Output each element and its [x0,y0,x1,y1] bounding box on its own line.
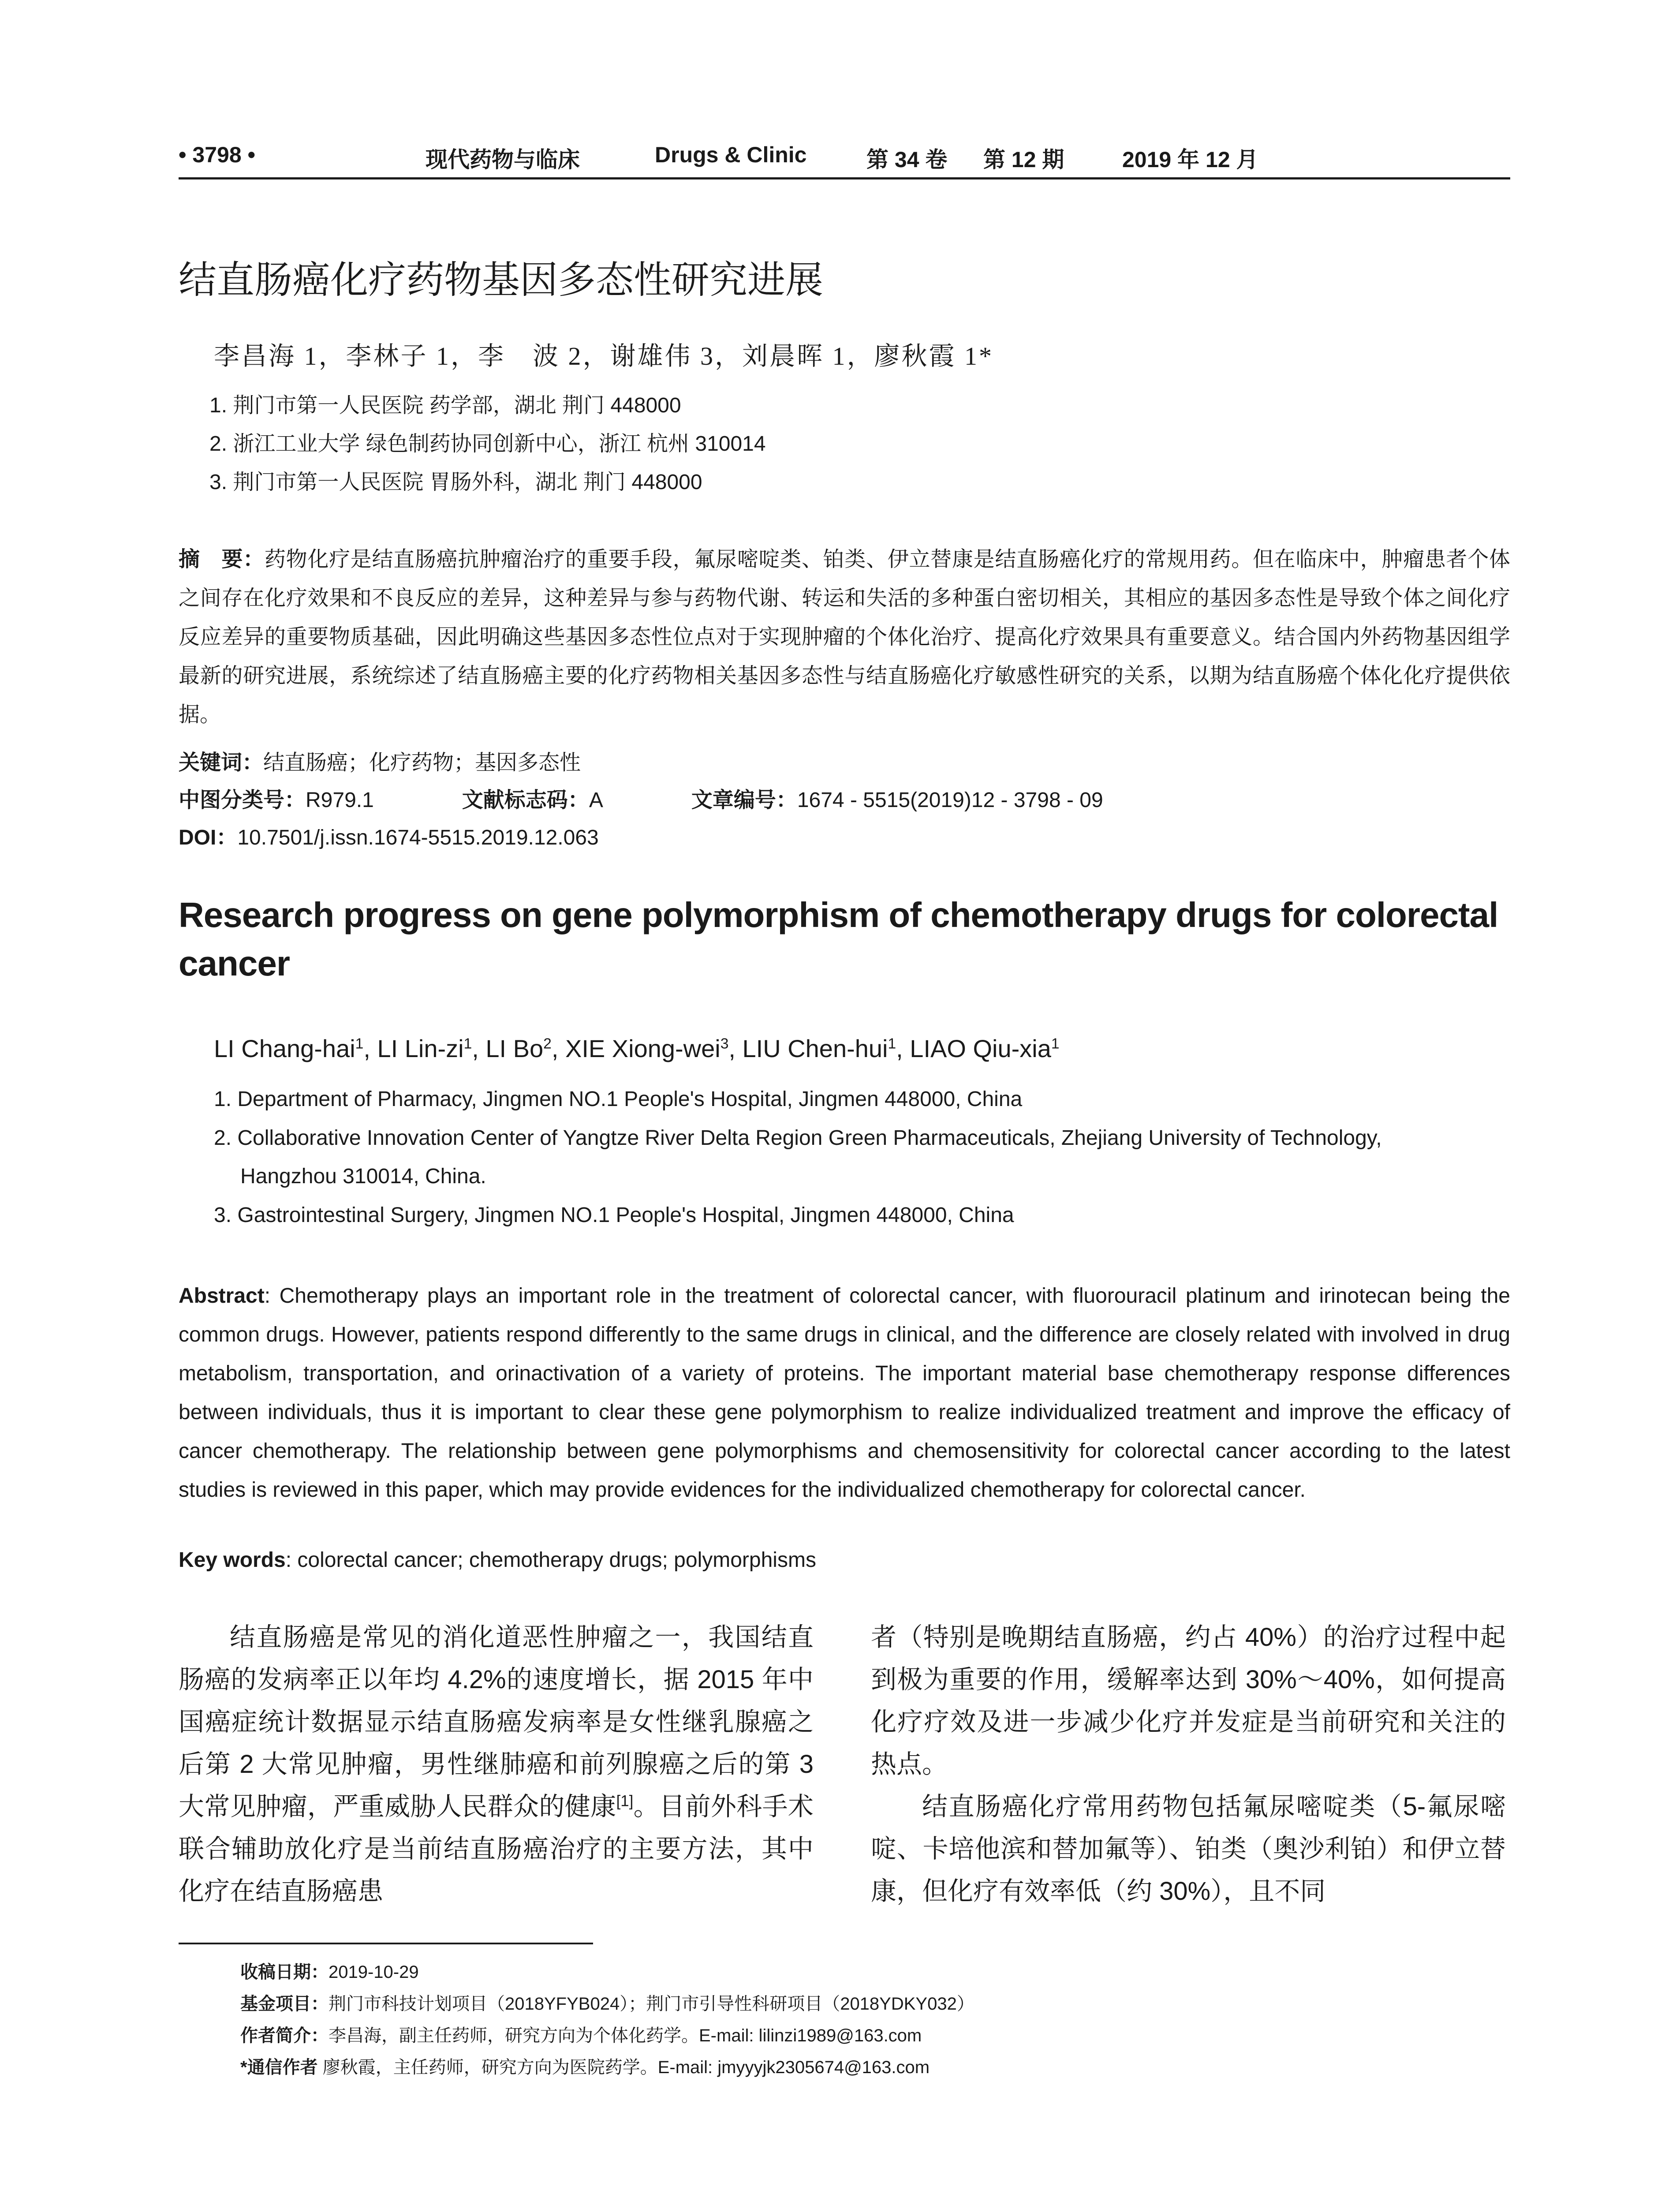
body-text: 结直肠癌是常见的消化道恶性肿瘤之一，我国结直肠癌的发病率正以年均 4.2%的速度增长，据 2015 年中国癌症统计数据显示结直肠癌发病率是女性继乳腺癌之后第 2 大常见肿瘤，男性继肺癌和前列腺癌之后的第 3 大常见肿瘤，严重威胁人民群众的健康 [179,1623,814,1821]
abstract-en [179,1277,1510,1510]
footnote-fund [240,1990,974,2015]
page-number: • 3798 • [179,142,256,167]
author-en-name: LI Bo [485,1035,544,1062]
abstract-cn [179,540,1510,734]
author-en-sup: 1 [888,1035,896,1052]
abstract-cn-label: 摘 要： [179,548,265,571]
affiliation-cn-2: 2. 浙江工业大学 绿色制药协同创新中心，浙江 杭州 310014 [209,432,766,456]
doi-line [179,820,599,851]
abstract-en-text: : Chemotherapy plays an important role in the treatment of colorectal cancer, with fluorouracil platinum and irinotecan being the common drugs. However, patients respond differently to the same drugs in clinical, and the difference are closely related with involved in drug metabolism, transportation, and orinactivation of a variety of proteins. The important material base chemotherapy response differences between individuals, thus it is important to clear these gene polymorphism to realize individualized treatment and improve the efficacy of cancer chemotherapy. The relationship between gene polymorphisms and chemosensitivity for colorectal cancer according to the latest studies is reviewed in this paper, which may provide evidences for the individualized chemotherapy for colorectal cancer. [179,1284,1510,1502]
corresponding-text: 廖秋霞，主任药师，研究方向为医院药学。E-mail: jmyyyjk2305674@163.com [317,2058,930,2077]
affiliation-en-1: 1. Department of Pharmacy, Jingmen NO.1 People's Hospital, Jingmen 448000, China [214,1088,1023,1111]
doc-code-value: A [589,789,603,812]
author-en-sup: 1 [463,1035,472,1052]
keywords-cn-label: 关键词： [179,751,264,774]
body-paragraph [179,1616,814,1913]
affiliation-en-2: 2. Collaborative Innovation Center of Yangtze River Delta Region Green Pharmaceuticals, Zhejiang University of Technology, [214,1126,1382,1150]
affiliation-cn-3: 3. 荆门市第一人民医院 胃肠外科，湖北 荆门 448000 [209,471,702,494]
author-en-name: XIE Xiong-wei [565,1035,721,1062]
keywords-en-text: : colorectal cancer; chemotherapy drugs; polymorphisms [285,1548,816,1572]
author-en-name: LIU Chen-hui [742,1035,888,1062]
body-paragraph: 结直肠癌化疗常用药物包括氟尿嘧啶类（5-氟尿嘧啶、卡培他滨和替加氟等）、铂类（奥沙利铂）和伊立替康，但化疗有效率低（约 30%），且不同 [871,1792,1506,1906]
author-en-sup: 2 [543,1035,552,1052]
affiliation-en-2-cont: Hangzhou 310014, China. [240,1165,486,1188]
body-text: 。目前外科手术联合辅助放化疗是当前结直肠癌治疗的主要方法，其中化疗在结直肠癌患 [179,1792,814,1906]
journal-name-cn: 现代药物与临床 [426,147,580,172]
citation-ref[interactable]: [1] [616,1792,634,1810]
clc-label: 中图分类号： [179,789,306,812]
classification-line [179,783,1103,813]
footnote-received [240,1958,419,1983]
header-rule [179,177,1510,179]
fund-text: 荆门市科技计划项目（2018YFYB024）；荆门市引导性科研项目（2018YDKY032） [329,1994,974,2014]
author-en-sup: 1 [1051,1035,1060,1052]
body-column-right [871,1616,1506,1913]
author-en-sup: 3 [720,1035,729,1052]
article-no-label: 文章编号： [691,789,797,812]
keywords-en-label: Key words [179,1548,286,1572]
body-column-left [179,1616,814,1913]
footnote-rule [179,1943,593,1944]
doc-code-label: 文献标志码： [462,789,589,812]
authors-cn: 李昌海 1，李林子 1，李 波 2，谢雄伟 3，刘晨晖 1，廖秋霞 1* [214,342,994,370]
clc-value: R979.1 [306,789,374,812]
running-header [179,142,1510,177]
journal-name-en: Drugs & Clinic [655,142,807,167]
doi-label: DOI： [179,826,238,849]
corresponding-label: *通信作者 [240,2058,318,2077]
doi-value[interactable]: 10.7501/j.issn.1674-5515.2019.12.063 [237,826,599,849]
author-en-name: LI Lin-zi [377,1035,464,1062]
abstract-cn-text: 药物化疗是结直肠癌抗肿瘤治疗的重要手段，氟尿嘧啶类、铂类、伊立替康是结直肠癌化疗的常规用药。但在临床中，肿瘤患者个体之间存在化疗效果和不良反应的差异，这种差异与参与药物代谢、转运和失活的多种蛋白密切相关，其相应的基因多态性是导致个体之间化疗反应差异的重要物质基础，因此明确这些基因多态性位点对于实现肿瘤的个体化治疗、提高化疗效果具有重要意义。结合国内外药物基因组学最新的研究进展，系统综述了结直肠癌主要的化疗药物相关基因多态性与结直肠癌化疗敏感性研究的关系，以期为结直肠癌个体化化疗提供依据。 [179,548,1510,726]
keywords-en [179,1548,816,1572]
title-en: Research progress on gene polymorphism of chemotherapy drugs for colorectal cancer [179,895,1498,983]
fund-label: 基金项目： [240,1994,329,2014]
received-date: 2019-10-29 [329,1962,419,1982]
footnote-corresponding [240,2053,930,2078]
author-bio-label: 作者简介： [240,2026,329,2045]
received-label: 收稿日期： [240,1962,329,1982]
author-en-name: LI Chang-hai [214,1035,355,1062]
issue: 第 12 期 [983,147,1064,172]
title-cn: 结直肠癌化疗药物基因多态性研究进展 [179,259,823,301]
authors-en: LI Chang-hai$^1$, LI Lin-$zi^1$, LI Bo$^2$, XIE Xiong-wei$^3$, LIU Chen-hui$^1$, LIAO Qiu-xia$^1$ [214,1035,1060,1062]
author-en-sup: 1 [355,1035,364,1052]
author-en-name: LIAO Qiu-xia [910,1035,1051,1062]
body-paragraph: 者（特别是晚期结直肠癌，约占 40%）的治疗过程中起到极为重要的作用，缓解率达到 30%～40%，如何提高化疗疗效及进一步减少化疗并发症是当前研究和关注的热点。 [871,1623,1506,1779]
abstract-en-label: Abstract [179,1284,265,1308]
keywords-cn-text: 结直肠癌；化疗药物；基因多态性 [263,751,581,774]
affiliation-en-3: 3. Gastrointestinal Surgery, Jingmen NO.1 People's Hospital, Jingmen 448000, China [214,1203,1014,1227]
author-bio-text: 李昌海，副主任药师，研究方向为个体化药学。E-mail: lilinzi1989@163.com [329,2026,922,2045]
article-no-value: 1674 - 5515(2019)12 - 3798 - 09 [797,789,1103,812]
issue-date: 2019 年 12 月 [1122,147,1258,172]
footnote-author [240,2022,922,2047]
affiliation-cn-1: 1. 荆门市第一人民医院 药学部，湖北 荆门 448000 [209,394,681,417]
volume: 第 34 卷 [866,147,948,172]
keywords-cn [179,745,581,776]
